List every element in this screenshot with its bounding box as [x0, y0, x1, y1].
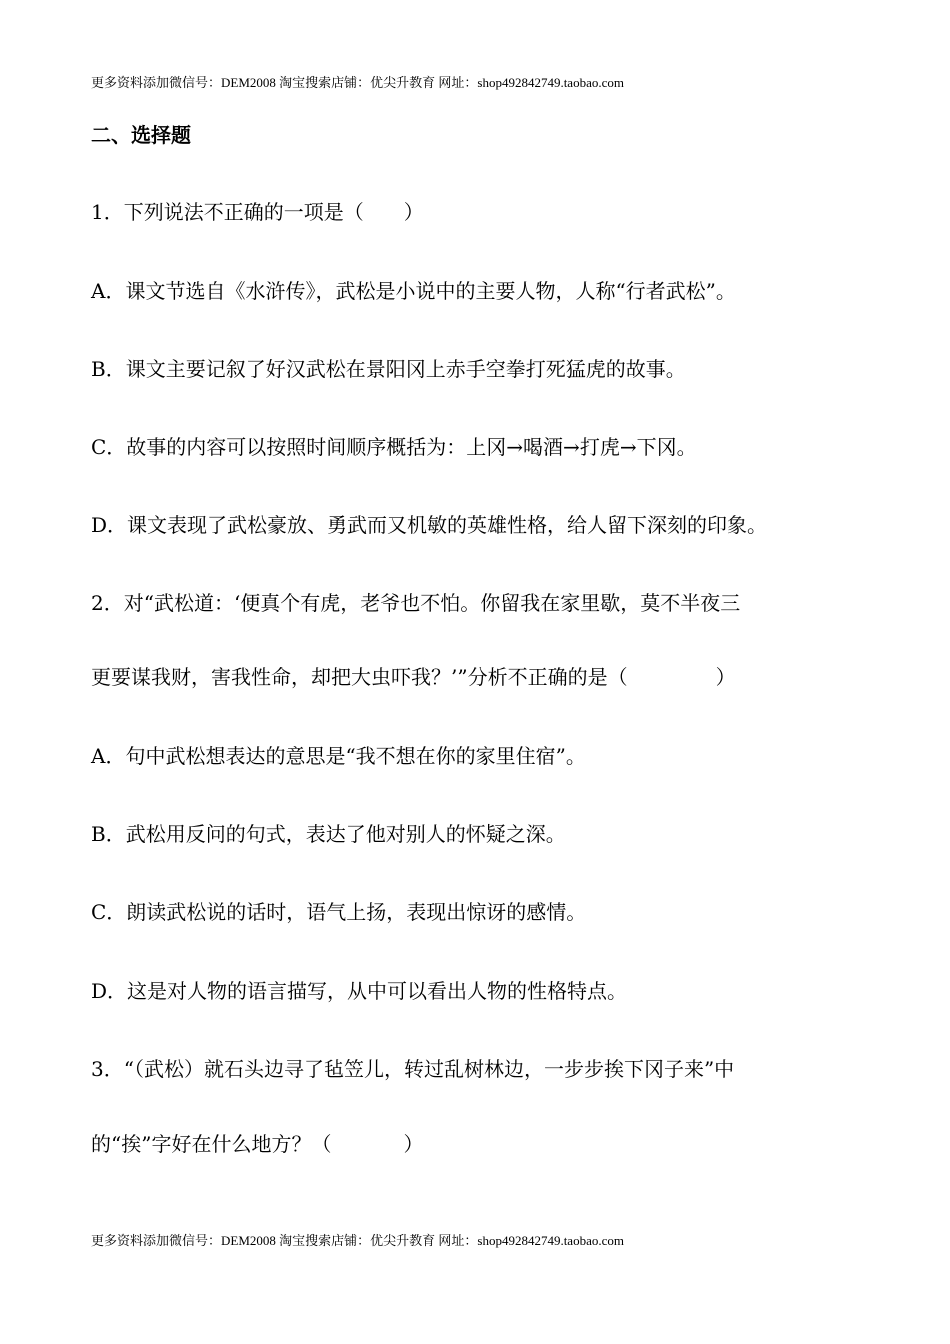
question-2-option-c: C．朗读武松说的话时，语气上扬，表现出惊讶的感情。: [91, 900, 587, 924]
page-header: 更多资料添加微信号：DEM2008 淘宝搜索店铺：优尖升教育 网址：shop492842749.taobao.com: [91, 75, 624, 90]
question-1-stem: [91, 198, 424, 226]
question-2-option-b: B．武松用反问的句式，表达了他对别人的怀疑之深。: [91, 822, 566, 846]
question-2-stem-text: 更要谋我财，害我性命，却把大虫吓我？’”分析不正确的是（: [91, 665, 628, 689]
question-2-stem-close: ）: [715, 665, 736, 689]
question-3-stem-line-1: 3．“（武松）就石头边寻了毡笠儿，转过乱树林边，一步步挨下冈子来”中: [91, 1057, 735, 1081]
question-2-stem-line-2: [91, 663, 736, 691]
question-3-stem-close: ）: [403, 1132, 424, 1156]
question-2-stem-line-1: 2．对“武松道：‘便真个有虎，老爷也不怕。你留我在家里歇，莫不半夜三: [91, 591, 741, 615]
question-1-option-d: D．课文表现了武松豪放、勇武而又机敏的英雄性格，给人留下深刻的印象。: [91, 513, 768, 537]
question-1-option-b: B．课文主要记叙了好汉武松在景阳冈上赤手空拳打死猛虎的故事。: [91, 357, 686, 381]
section-title: 二、选择题: [91, 123, 191, 147]
question-3-stem-text: 的“挨”字好在什么地方？（: [91, 1132, 332, 1156]
question-1-stem-text: 1．下列说法不正确的一项是（: [91, 200, 364, 224]
question-1-stem-close: ）: [403, 200, 424, 224]
question-1-option-c: C．故事的内容可以按照时间顺序概括为：上冈→喝酒→打虎→下冈。: [91, 435, 697, 459]
question-2-option-d: D．这是对人物的语言描写，从中可以看出人物的性格特点。: [91, 979, 628, 1003]
question-3-stem-line-2: [91, 1130, 423, 1158]
page-footer: 更多资料添加微信号：DEM2008 淘宝搜索店铺：优尖升教育 网址：shop492842749.taobao.com: [91, 1233, 624, 1248]
question-2-option-a: A．句中武松想表达的意思是“我不想在你的家里住宿”。: [91, 744, 586, 768]
question-1-option-a: A．课文节选自《水浒传》，武松是小说中的主要人物，人称“行者武松”。: [91, 279, 736, 303]
